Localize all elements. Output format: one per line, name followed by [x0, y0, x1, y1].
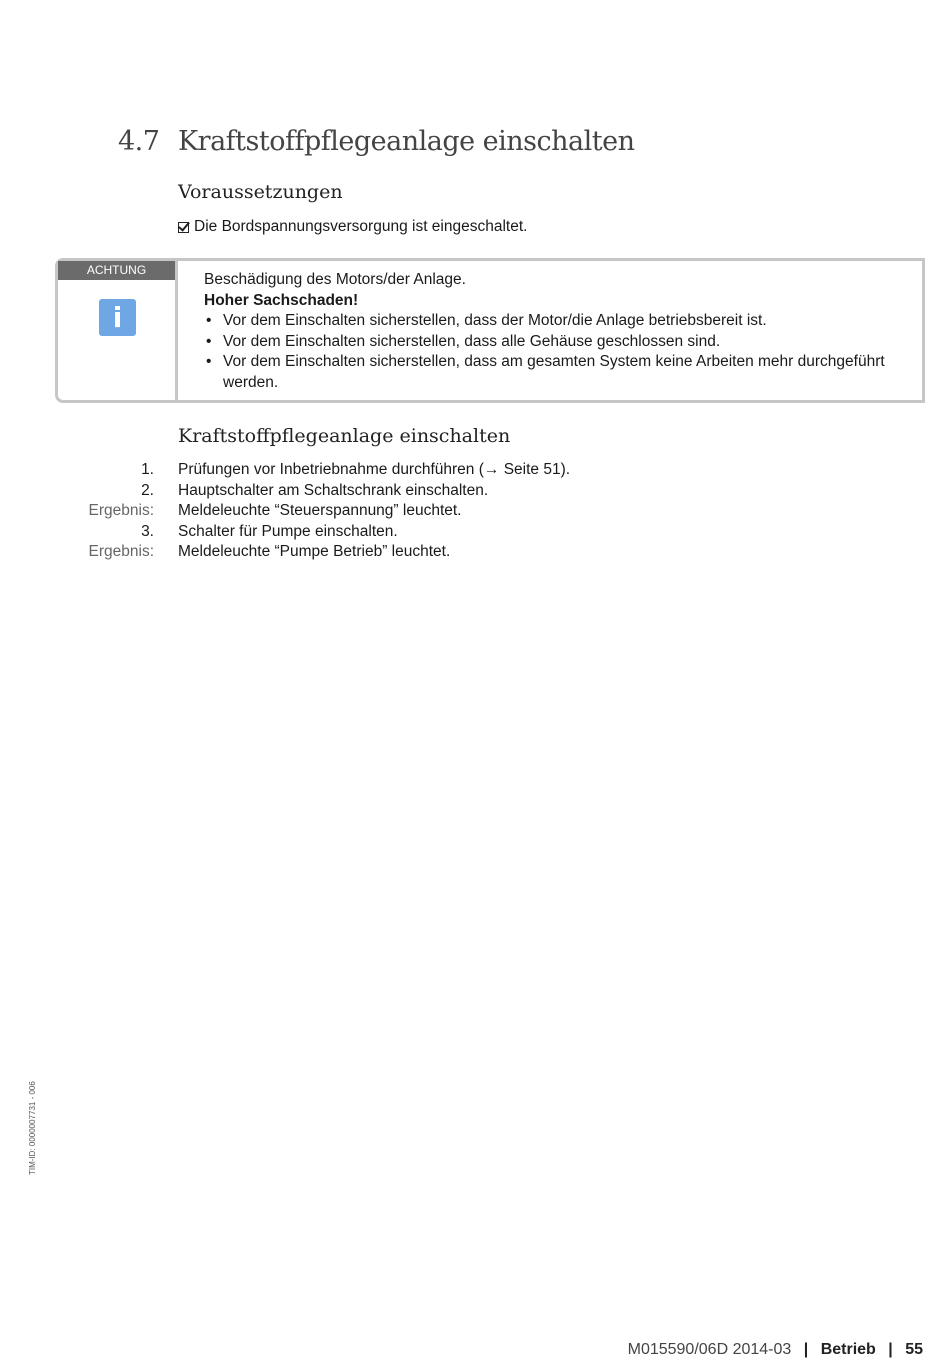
- step-text: Schalter für Pumpe einschalten.: [178, 522, 398, 540]
- side-document-id: TIM-ID: 0000007731 - 006: [28, 1081, 37, 1175]
- notice-consequence: Hoher Sachschaden!: [204, 291, 359, 309]
- step-number: 1.: [141, 461, 154, 478]
- notice-bullet-list: [204, 311, 919, 393]
- step-number: 2.: [141, 481, 154, 499]
- result-row: [0, 501, 950, 522]
- result-text: Meldeleuchte “Pumpe Betrieb” leuchtet.: [178, 543, 451, 560]
- section-title: Kraftstoffpflegeanlage einschalten: [178, 126, 635, 157]
- result-text: Meldeleuchte “Steuerspannung” leuchtet.: [178, 502, 462, 519]
- page-footer: [628, 1341, 923, 1359]
- step-text: Hauptschalter am Schaltschrank einschalten.: [178, 481, 489, 499]
- footer-separator: |: [803, 1341, 809, 1358]
- notice-bullet: • Vor dem Einschalten sicherstellen, dass alle Gehäuse geschlossen sind.: [204, 332, 919, 353]
- step-number: 3.: [141, 522, 154, 540]
- checked-box-icon: [178, 222, 189, 233]
- footer-chapter: Betrieb: [820, 1341, 876, 1358]
- footer-separator: |: [888, 1341, 893, 1358]
- prerequisite-text: Die Bordspannungsversorgung ist eingeschaltet.: [194, 218, 528, 235]
- notice-label: ACHTUNG: [58, 261, 175, 280]
- info-icon: i: [99, 299, 136, 336]
- notice-hazard: Beschädigung des Motors/der Anlage.: [204, 271, 466, 288]
- prerequisites-heading: Voraussetzungen: [178, 181, 343, 203]
- step-text: Prüfungen vor Inbetriebnahme durchführen (→ Seite 51).: [178, 461, 571, 478]
- result-label: Ergebnis:: [88, 543, 154, 560]
- section-number: 4.7: [118, 126, 160, 157]
- step-row: [0, 481, 950, 502]
- step-row: [0, 522, 950, 543]
- notice-box: [55, 258, 925, 403]
- result-row: [0, 542, 950, 563]
- notice-bullet: • Vor dem Einschalten sicherstellen, dass am gesamten System keine Arbeiten mehr durchgeführt werden.: [204, 352, 919, 393]
- footer-page-number: 55: [905, 1341, 923, 1358]
- prerequisite-item: [178, 217, 527, 238]
- step-row: [0, 460, 950, 481]
- procedure-steps: [0, 460, 950, 563]
- result-label: Ergebnis:: [88, 502, 154, 519]
- notice-bullet: • Vor dem Einschalten sicherstellen, dass der Motor/die Anlage betriebsbereit ist.: [204, 311, 919, 332]
- notice-body: [204, 270, 919, 393]
- procedure-heading: Kraftstoffpflegeanlage einschalten: [178, 425, 511, 447]
- notice-sidebar: [58, 261, 178, 400]
- footer-doc-id: M015590/06D 2014-03: [627, 1341, 792, 1358]
